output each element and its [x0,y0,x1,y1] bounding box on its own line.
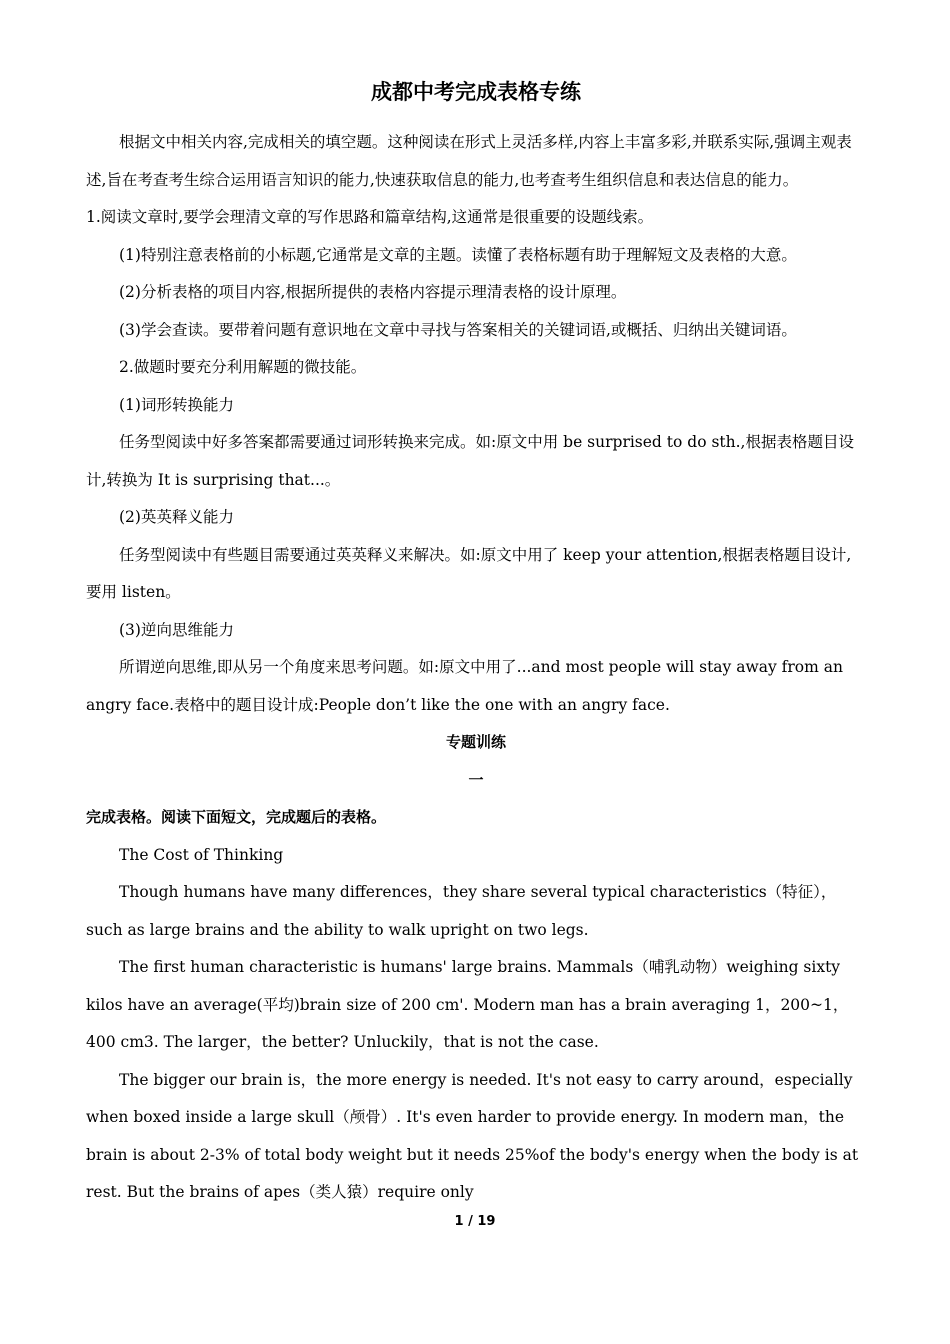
intro-paragraph: 根据文中相关内容,完成相关的填空题。这种阅读在形式上灵活多样,内容上丰富多彩,并联系实际,强调主观表述,旨在考查考生综合运用语言知识的能力,快速获取信息的能力,也考查考生组织信息和表达信息的能力。 [86,133,852,189]
exercise-number: 一 [468,770,484,789]
skill-1-text: 任务型阅读中好多答案都需要通过词形转换来完成。如:原文中用 be surprised to do sth.,根据表格题目设计,转换为 It is surprising that...。 [86,433,854,489]
page-title: 成都中考完成表格专练 [371,80,581,104]
passage-paragraph-1: Though humans have many differences，they share several typical characteristics（特征），such as large brains and the ability to walk upright on two legs. [86,883,837,939]
point-1-sub-3: (3)学会查读。要带着问题有意识地在文章中寻找与答案相关的关键词语,或概括、归纳出关键词语。 [119,320,797,339]
passage-title: The Cost of Thinking [119,845,284,864]
skill-2-text: 任务型阅读中有些题目需要通过英英释义来解决。如:原文中用了 keep your attention,根据表格题目设计,要用 listen。 [86,545,852,601]
passage-paragraph-2: The first human characteristic is humans' large brains. Mammals（哺乳动物）weighing sixty kilos have an average(平均)brain size of 200 cm'. Modern man has a brain averaging 1，200~1，400 cm3. The larger，the better? Unluckily，that is not the case. [86,958,849,1051]
passage-paragraph-3: The bigger our brain is，the more energy is needed. It's not easy to carry around，especially when boxed inside a large skull（颅骨）. It's even harder to provide energy. In modern man，the brain is about 2-3% of total body weight but it needs 25%of the body's energy when the body is at rest. But the brains of apes（类人猿）require only [86,1070,859,1201]
section-title: 专题训练 [445,733,506,751]
point-1-sub-2: (2)分析表格的项目内容,根据所提供的表格内容提示理清表格的设计原理。 [119,283,627,301]
point-1: 1.阅读文章时,要学会理清文章的写作思路和篇章结构,这通常是很重要的设题线索。 [86,208,654,226]
exercise-instruction: 完成表格。阅读下面短文，完成题后的表格。 [86,808,387,826]
skill-2-title: (2)英英释义能力 [119,508,234,526]
point-2: 2.做题时要充分利用解题的微技能。 [119,358,367,376]
skill-3-title: (3)逆向思维能力 [119,620,234,639]
skill-3-text: 所谓逆向思维,即从另一个角度来思考问题。如:原文中用了...and most people will stay away from an angry face.表格中的题目设计成:People don’t like the one with an angry face. [86,658,843,714]
skill-1-title: (1)词形转换能力 [119,395,234,414]
point-1-sub-1: (1)特别注意表格前的小标题,它通常是文章的主题。读懂了表格标题有助于理解短文及表格的大意。 [119,245,797,264]
page-number: 1 / 19 [454,1214,496,1229]
